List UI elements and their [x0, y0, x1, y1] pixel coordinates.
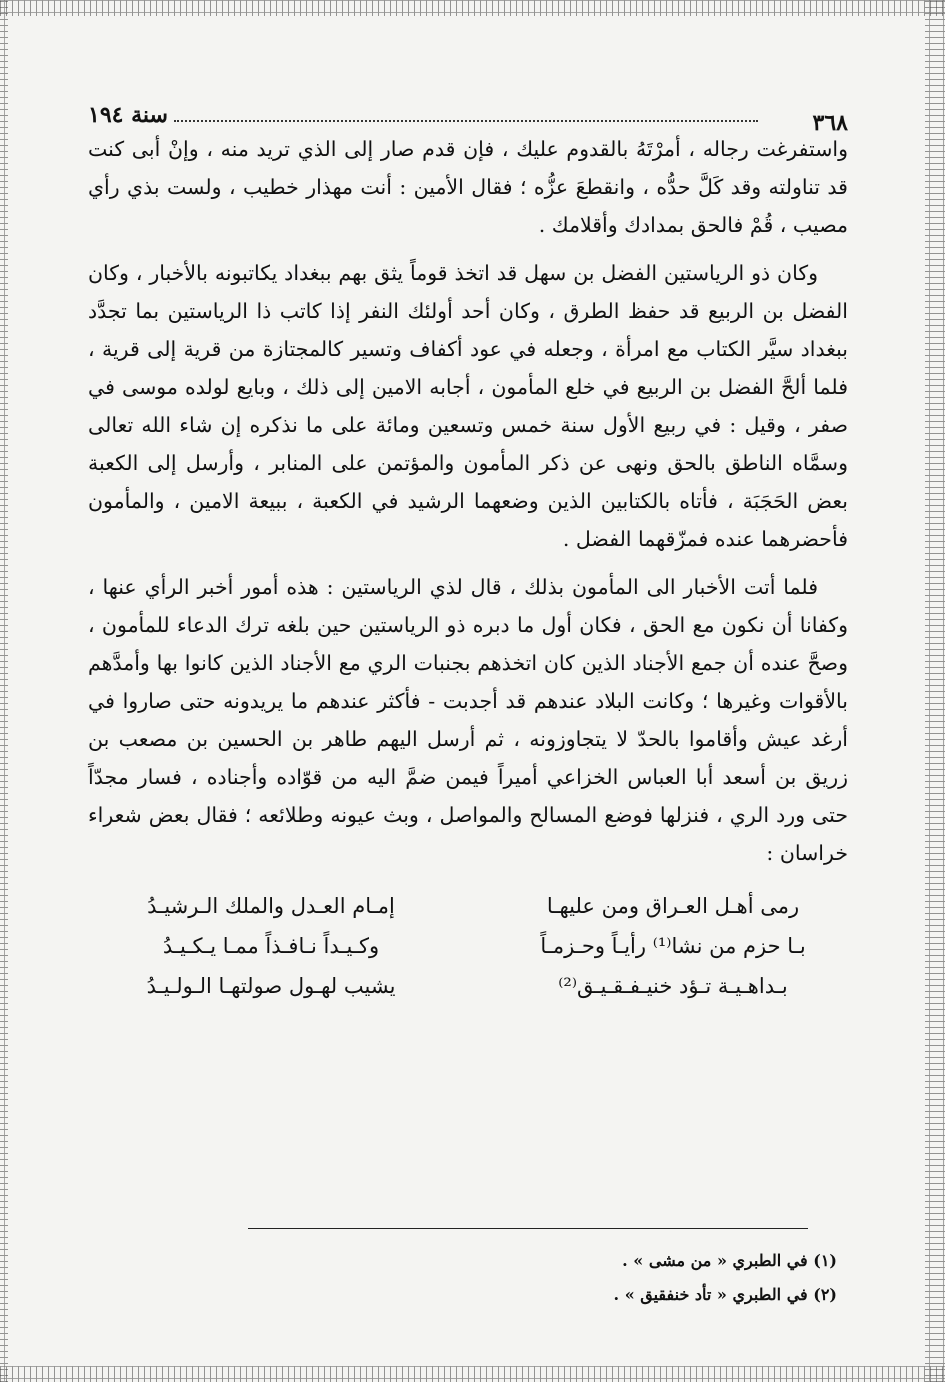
verse-second-hemistich: وكـيـداً نـافـذاً ممـا يـكـيـدُ [162, 934, 380, 958]
paragraph: فلما أتت الأخبار الى المأمون بذلك ، قال لذي الرياستين : هذه أمور أخبر الرأي عنها ، وكفانا أن نكون مع الحق ، فكان أول ما دبره ذو الرياستين حين بلغه ترك الدعاء للمأمون ، وصحَّ عنده أن جمع الأجناد الذين كان اتخذهم بجنبات الري مع الأجناد الذين كانوا بها وأمدَّهم بالأقوات وغيرها ؛ وكانت البلاد عندهم قد أجدبت - فأكثر عندهم ما يريدونه حتى صاروا في أرغد عيش وأقاموا بالحدّ لا يتجاوزونه ، ثم أرسل اليهم طاهر بن الحسين بن مصعب بن زريق بن أسعد أبا العباس الخزاعي أميراً فيمن ضمَّ اليه من قوّاده وأجناده ، فسار مجدّاً حتى ورد الري ، فنزلها فوضع المسالح والمواصل ، وبث عيونه وطلائعه ؛ فقال بعض شعراء خراسان : [88, 575, 848, 865]
page-number: ٣٦٨ [812, 110, 848, 136]
year-heading: سنة ١٩٤ [88, 102, 168, 128]
page-header [88, 90, 848, 136]
poem-verse [88, 886, 848, 926]
footnote: (١) في الطبري « من مشى » . [622, 1251, 837, 1270]
paragraph: واستفرغت رجاله ، أمرْتَهُ بالقدوم عليك ، فإن قدم صار إلى الذي تريد منه ، وإنْ أبى كنت قد تناولته وقد كَلَّ حدُّه ، وانقطعَ عزُّه ؛ فقال الأمين : أنت مهذار خطيب ، ولست بذي رأي مصيب ، قُمْ فالحق بمدادك وأقلامك . [88, 137, 848, 237]
verse-second-hemistich: إمـام العـدل والملك الـرشيـدُ [147, 894, 395, 918]
footnote-separator [248, 1228, 808, 1229]
decorative-border-right [925, 0, 945, 1382]
paragraph: وكان ذو الرياستين الفضل بن سهل قد اتخذ قوماً يثق بهم ببغداد يكاتبونه بالأخبار ، وكان الفضل بن الربيع قد حفظ الطرق ، وكان أحد أولئك النفر إذا كاتب ذا الرياستين بما تجدَّد ببغداد سيَّر الكتاب مع امرأة ، وجعله في عود أكفاف وتسير كالمجتازة من قرية إلى قرية ، فلما ألحَّ الفضل بن الربيع في خلع المأمون ، أجابه الامين إلى ذلك ، وبايع لولده موسى في صفر ، وقيل : في ربيع الأول سنة خمس وتسعين ومائة على ما نذكره إن شاء الله تعالى وسمَّاه الناطق بالحق ونهى عن ذكر المأمون والمؤتمن على المنابر ، وأرسل إلى الكعبة بعض الحَجَبَة ، فأتاه بالكتابين الذين وضعهما الرشيد في الكعبة ، ببيعة الامين ، والمأمون فأحضرهما عنده فمزّقهما الفضل . [88, 261, 848, 551]
verse-first-hemistich: بـداهـيـة تـؤد خنيـفـقـيـق⁽²⁾ [558, 974, 788, 998]
verse-first-hemistich: بـا حزم من نشا⁽¹⁾ رأيـاً وحـزمـاً [540, 934, 806, 958]
header-dotted-leader [174, 120, 758, 122]
decorative-border-top [0, 0, 945, 16]
poem-verse [88, 966, 848, 1006]
poem-verse [88, 926, 848, 966]
footnote: (٢) في الطبري « تأد خنفقيق » . [613, 1285, 837, 1304]
verse-first-hemistich: رمى أهـل العـراق ومن عليهـا [546, 894, 800, 918]
poem [88, 886, 848, 1006]
decorative-border-bottom [0, 1366, 945, 1382]
footnotes [277, 1244, 837, 1312]
verse-second-hemistich: يشيب لهـول صولتهـا الـولـيـدُ [146, 974, 396, 998]
page-body [88, 90, 848, 1006]
decorative-border-left [0, 0, 8, 1382]
